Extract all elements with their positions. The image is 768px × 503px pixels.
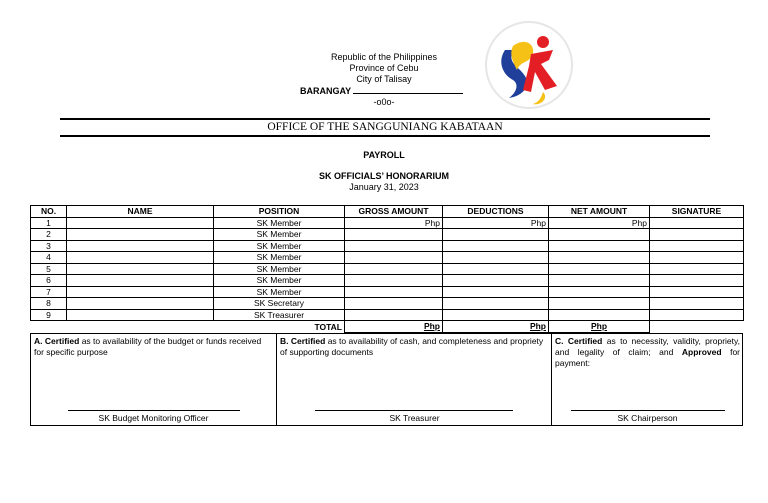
certification-b-body: as to availability of cash, and completeness and propriety of supporting documents (280, 336, 544, 357)
certification-c-body: as to necessity, validity, propriety, and legality of claim; and (555, 336, 740, 357)
row-no: 3 (31, 240, 67, 252)
table-row (31, 263, 744, 275)
header-position: POSITION (214, 206, 345, 218)
header-name: NAME (67, 206, 214, 218)
table-row (31, 252, 744, 264)
row-name[interactable] (67, 309, 214, 321)
row-deductions[interactable] (443, 240, 549, 252)
row-no: 9 (31, 309, 67, 321)
row-deductions[interactable] (443, 309, 549, 321)
row-signature[interactable] (650, 240, 744, 252)
certification-b-text (277, 334, 552, 358)
row-signature[interactable] (650, 275, 744, 287)
row-net[interactable] (549, 263, 650, 275)
row-name[interactable] (67, 275, 214, 287)
certification-c-approved: Approved (681, 347, 722, 357)
row-net[interactable] (549, 229, 650, 241)
row-name[interactable] (67, 217, 214, 229)
signature-line-c[interactable] (571, 410, 725, 411)
barangay-line (300, 85, 463, 96)
row-net[interactable] (549, 286, 650, 298)
row-gross[interactable] (345, 252, 443, 264)
row-deductions[interactable] (443, 286, 549, 298)
signatory-a: SK Budget Monitoring Officer (98, 413, 209, 423)
total-deductions (443, 321, 549, 333)
row-position: SK Member (214, 275, 345, 287)
row-gross[interactable] (345, 275, 443, 287)
row-deductions[interactable] (443, 263, 549, 275)
table-row (31, 309, 744, 321)
row-net[interactable] (549, 275, 650, 287)
row-net[interactable] (549, 240, 650, 252)
row-gross[interactable] (345, 229, 443, 241)
row-gross[interactable] (345, 286, 443, 298)
certification-b-lead: B. Certified (280, 336, 326, 346)
row-signature[interactable] (650, 217, 744, 229)
row-signature[interactable] (650, 263, 744, 275)
row-position: SK Member (214, 286, 345, 298)
total-net (549, 321, 650, 333)
header-gross: GROSS AMOUNT (345, 206, 443, 218)
row-signature[interactable] (650, 309, 744, 321)
signatory-b: SK Treasurer (389, 413, 440, 423)
row-signature[interactable] (650, 286, 744, 298)
row-position: SK Member (214, 263, 345, 275)
certification-c-text (552, 334, 743, 369)
row-signature[interactable] (650, 252, 744, 264)
certification-b (276, 334, 552, 425)
certification-c (551, 334, 743, 425)
row-name[interactable] (67, 240, 214, 252)
row-net[interactable] (549, 298, 650, 310)
row-gross[interactable] (345, 298, 443, 310)
table-row (31, 217, 744, 229)
sk-logo-icon (483, 20, 575, 110)
total-net-currency: Php (590, 321, 608, 332)
row-no: 4 (31, 252, 67, 264)
row-name[interactable] (67, 229, 214, 241)
header-no: NO. (31, 206, 67, 218)
row-position: SK Member (214, 217, 345, 229)
row-position: SK Member (214, 240, 345, 252)
row-gross[interactable] (345, 240, 443, 252)
certification-a-text (31, 334, 276, 358)
row-deductions[interactable] (443, 229, 549, 241)
certification-block (30, 333, 743, 426)
table-row (31, 286, 744, 298)
header-signature: SIGNATURE (650, 206, 744, 218)
row-net: Php (549, 217, 650, 229)
row-position: SK Treasurer (214, 309, 345, 321)
total-spacer (67, 321, 214, 333)
row-net[interactable] (549, 309, 650, 321)
row-gross[interactable] (345, 263, 443, 275)
header-country: Republic of the Philippines (330, 52, 438, 62)
doc-title: PAYROLL (363, 150, 405, 160)
header-province: Province of Cebu (349, 63, 419, 73)
certification-c-body2: for payment: (555, 347, 740, 368)
row-deductions: Php (443, 217, 549, 229)
row-name[interactable] (67, 263, 214, 275)
doc-date: January 31, 2023 (349, 182, 419, 192)
signatory-c: SK Chairperson (617, 413, 678, 423)
total-row (31, 321, 744, 333)
total-gross-currency: Php (423, 321, 440, 332)
total-deductions-currency: Php (529, 321, 546, 332)
row-net[interactable] (549, 252, 650, 264)
payroll-table (30, 205, 744, 333)
certification-a-body: as to availability of the budget or funds received for specific purpose (34, 336, 262, 357)
certification-a-lead: A. Certified (34, 336, 80, 346)
row-name[interactable] (67, 298, 214, 310)
row-signature[interactable] (650, 229, 744, 241)
total-gross (345, 321, 443, 333)
top-rule (60, 118, 710, 120)
table-row (31, 229, 744, 241)
row-position: SK Secretary (214, 298, 345, 310)
certification-a (31, 334, 276, 425)
signature-line-a[interactable] (68, 410, 240, 411)
row-no: 5 (31, 263, 67, 275)
table-row (31, 298, 744, 310)
certification-c-lead: C. Certified (555, 336, 603, 346)
row-signature[interactable] (650, 298, 744, 310)
table-header-row (31, 206, 744, 218)
header-city: City of Talisay (356, 74, 412, 84)
row-gross: Php (345, 217, 443, 229)
signature-line-b[interactable] (315, 410, 513, 411)
total-spacer (650, 321, 744, 333)
header-deductions: DEDUCTIONS (443, 206, 549, 218)
row-deductions[interactable] (443, 252, 549, 264)
header-net: NET AMOUNT (549, 206, 650, 218)
row-no: 7 (31, 286, 67, 298)
total-spacer (31, 321, 67, 333)
row-name[interactable] (67, 286, 214, 298)
total-label: TOTAL (214, 321, 345, 333)
row-gross[interactable] (345, 309, 443, 321)
row-deductions[interactable] (443, 298, 549, 310)
office-title: OFFICE OF THE SANGGUNIANG KABATAAN (267, 121, 503, 133)
row-position: SK Member (214, 252, 345, 264)
row-deductions[interactable] (443, 275, 549, 287)
table-row (31, 275, 744, 287)
barangay-blank (353, 85, 463, 94)
header-divider: -o0o- (373, 97, 395, 107)
row-no: 1 (31, 217, 67, 229)
table-row (31, 240, 744, 252)
row-no: 8 (31, 298, 67, 310)
bottom-rule (60, 135, 710, 137)
barangay-label: BARANGAY (300, 86, 352, 96)
row-name[interactable] (67, 252, 214, 264)
row-no: 2 (31, 229, 67, 241)
row-position: SK Member (214, 229, 345, 241)
row-no: 6 (31, 275, 67, 287)
doc-subtitle: SK OFFICIALS’ HONORARIUM (319, 171, 449, 181)
